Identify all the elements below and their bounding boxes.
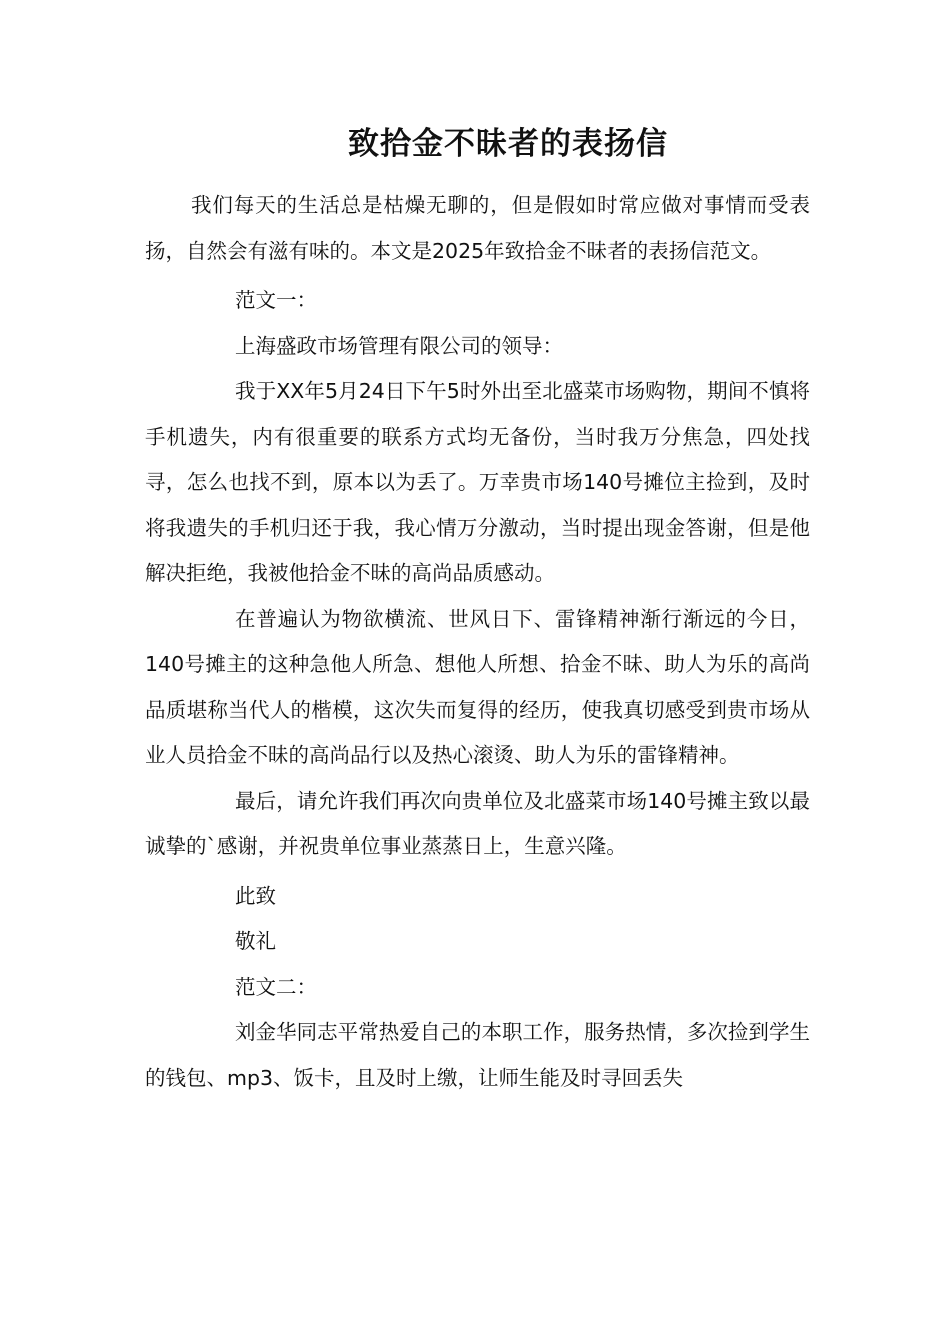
sample-one-heading: 范文一： (235, 288, 317, 312)
document-title: 致拾金不昧者的表扬信 (348, 126, 668, 162)
document-body (145, 183, 810, 1101)
letter-closing-2: 敬礼 (235, 929, 276, 953)
letter-salutation: 上海盛政市场管理有限公司的领导： (235, 333, 563, 358)
letter-paragraph-2: 在普遍认为物欲横流、世风日下、雷锋精神渐行渐远的今日，140号摊主的这种急他人所急、想他人所想、拾金不昧、助人为乐的高尚品质堪称当代人的楷模，这次失而复得的经历，使我真切感受到贵市场从业人员拾金不昧的高尚品行以及热心滚烫、助人为乐的雷锋精神。 (145, 606, 810, 767)
letter-paragraph-3: 最后，请允许我们再次向贵单位及北盛菜市场140号摊主致以最诚挚的`感谢，并祝贵单位事业蒸蒸日上，生意兴隆。 (145, 788, 810, 858)
letter-closing-1: 此致 (235, 883, 276, 908)
letter-paragraph-1: 我于XX年5月24日下午5时外出至北盛菜市场购物，期间不慎将手机遗失，内有很重要的联系方式均无备份，当时我万分焦急，四处找寻，怎么也找不到，原本以为丢了。万幸贵市场140号摊位主捡到，及时将我遗失的手机归还于我，我心情万分激动，当时提出现金答谢，但是他解决拒绝，我被他拾金不昧的高尚品质感动。 (145, 379, 810, 585)
sample-two-paragraph: 刘金华同志平常热爱自己的本职工作，服务热情，多次捡到学生的钱包、mp3、饭卡，且及时上缴，让师生能及时寻回丢失 (145, 1020, 810, 1090)
sample-two-heading: 范文二： (235, 974, 317, 999)
intro-paragraph: 我们每天的生活总是枯燥无聊的，但是假如时常应做对事情而受表扬，自然会有滋有味的。本文是2025年致拾金不昧者的表扬信范文。 (145, 193, 810, 263)
